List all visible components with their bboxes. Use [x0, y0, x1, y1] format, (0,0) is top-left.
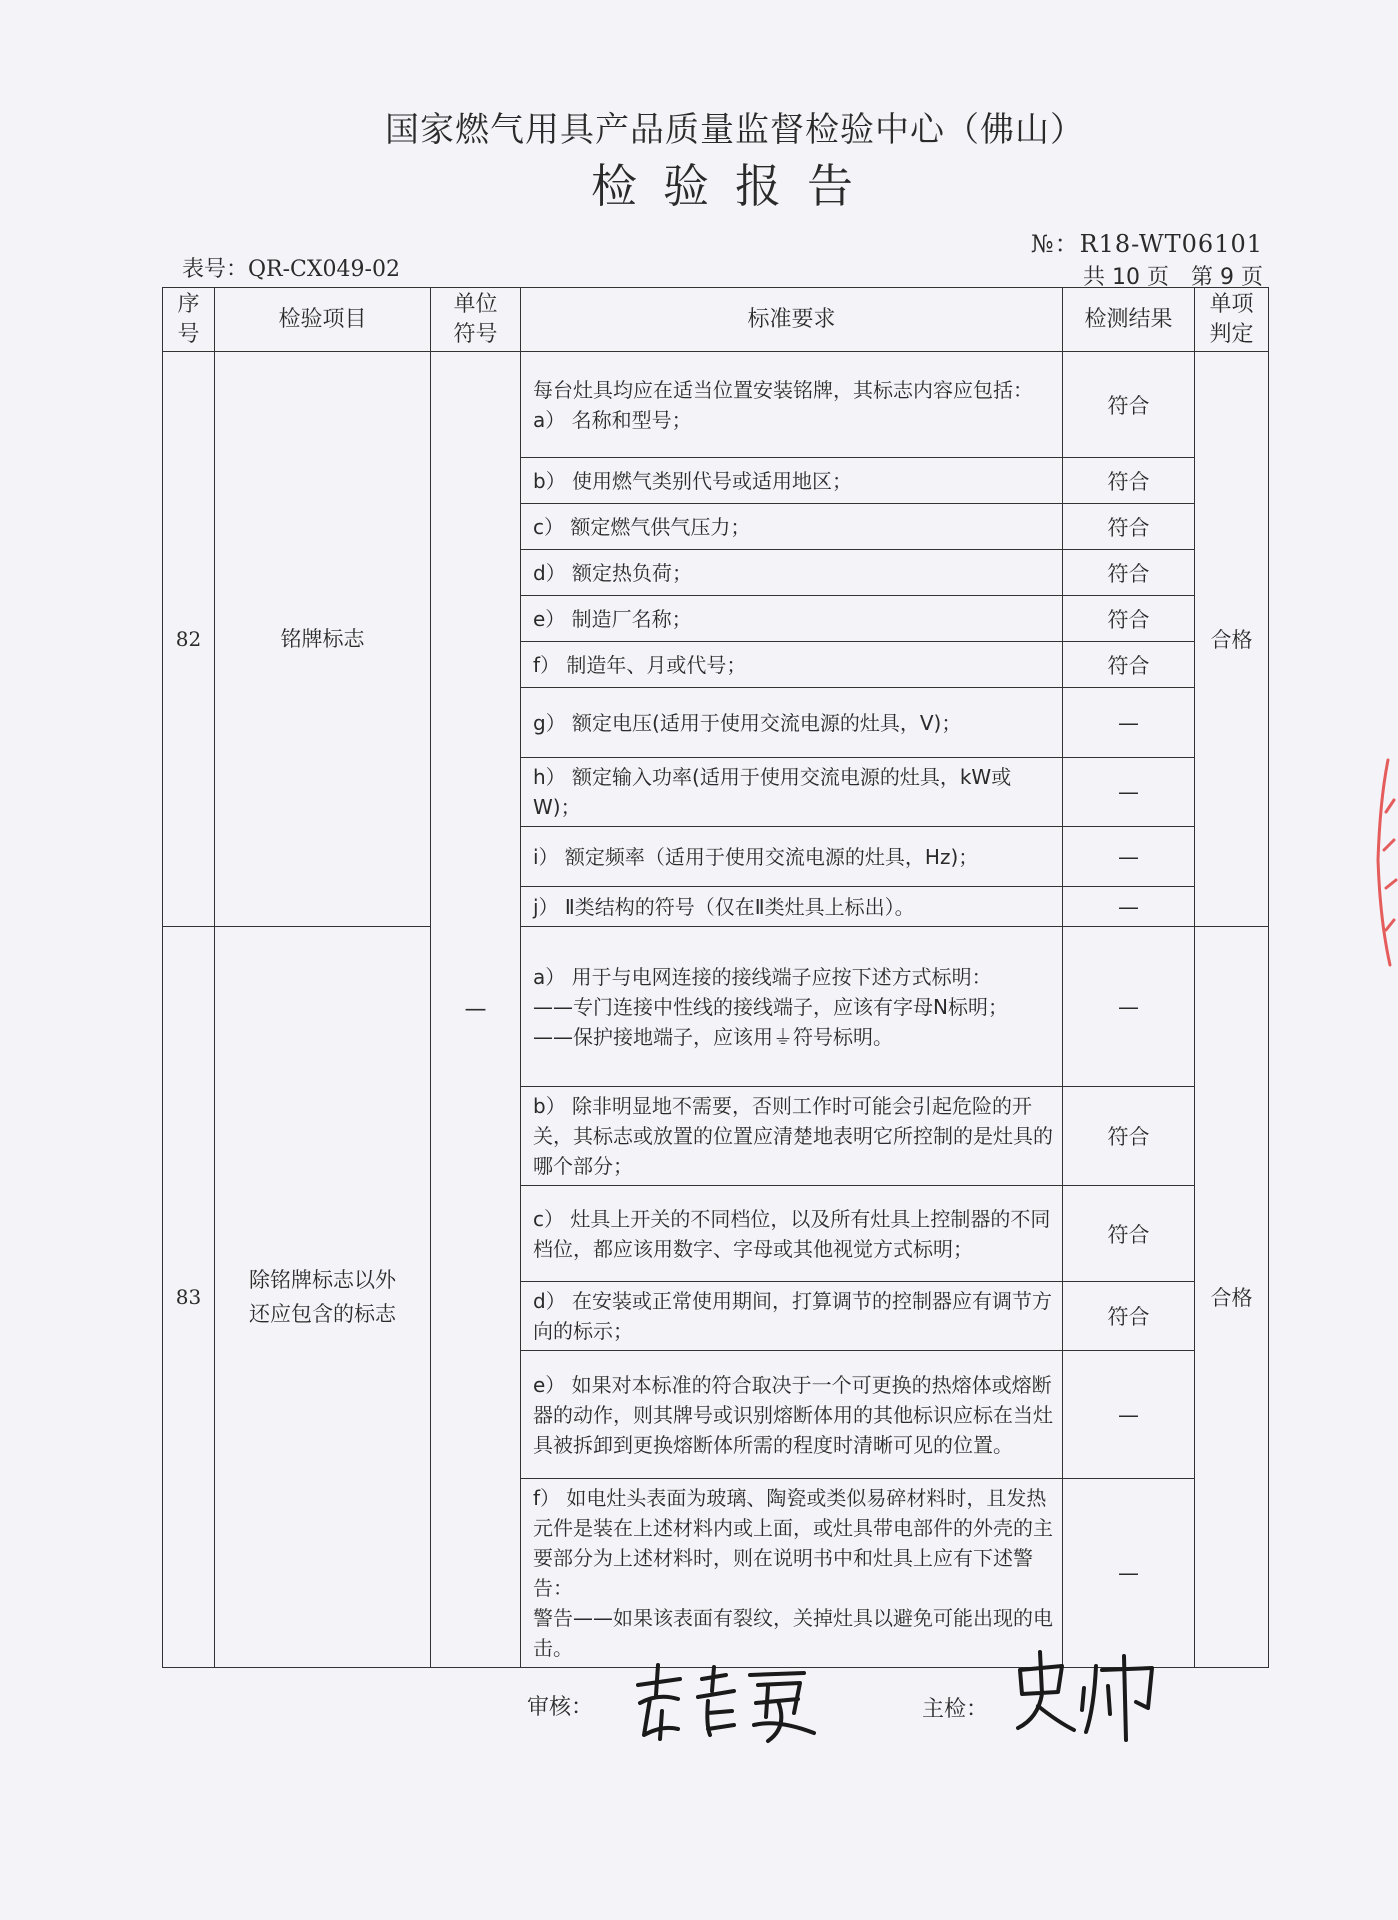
table-row: [163, 927, 1269, 1087]
test-result: 符合: [1063, 458, 1195, 504]
header-seq: 序号: [163, 288, 215, 352]
test-result: —: [1063, 758, 1195, 827]
item-name: 除铭牌标志以外还应包含的标志: [215, 927, 431, 1668]
requirement-text: b） 使用燃气类别代号或适用地区；: [521, 458, 1063, 504]
test-result: 符合: [1063, 1087, 1195, 1186]
review-label: 审核：: [527, 1695, 594, 1720]
item-judgment: 合格: [1195, 352, 1269, 927]
header-result: 检测结果: [1063, 288, 1195, 352]
requirement-text: g） 额定电压(适用于使用交流电源的灶具，V)；: [521, 688, 1063, 758]
document-title: 检验报告: [591, 159, 879, 213]
requirement-text: c） 额定燃气供气压力；: [521, 504, 1063, 550]
requirement-text: j） Ⅱ类结构的符号（仅在Ⅱ类灶具上标出）。: [521, 887, 1063, 927]
chief-label: 主检：: [922, 1697, 989, 1722]
item-seq: 83: [163, 927, 215, 1668]
report-number: №：R18-WT06101: [1030, 230, 1263, 258]
test-result: —: [1063, 1479, 1195, 1668]
test-result: 符合: [1063, 550, 1195, 596]
reviewer-signature: [618, 1655, 828, 1745]
item-seq: 82: [163, 352, 215, 927]
test-result: —: [1063, 927, 1195, 1087]
header-judgment: 单项判定: [1195, 288, 1269, 352]
requirement-text: e） 如果对本标准的符合取决于一个可更换的热熔体或熔断器的动作，则其牌号或识别熔断体用的其他标识应标在当灶具被拆卸到更换熔断体所需的程度时清晰可见的位置。: [521, 1351, 1063, 1479]
test-result: 符合: [1063, 1282, 1195, 1351]
table-row: [163, 352, 1269, 458]
unit-symbol: —: [431, 352, 521, 1668]
test-result: 符合: [1063, 1186, 1195, 1282]
requirement-text: i） 额定频率（适用于使用交流电源的灶具，Hz)；: [521, 827, 1063, 887]
test-result: 符合: [1063, 596, 1195, 642]
red-stamp-edge: [1358, 740, 1398, 980]
requirement-text: d） 额定热负荷；: [521, 550, 1063, 596]
header-requirement: 标准要求: [521, 288, 1063, 352]
test-result: —: [1063, 688, 1195, 758]
requirement-text: 每台灶具均应在适当位置安装铭牌，其标志内容应包括： a） 名称和型号；: [521, 352, 1063, 458]
test-result: 符合: [1063, 642, 1195, 688]
requirement-text: b） 除非明显地不需要，否则工作时可能会引起危险的开关，其标志或放置的位置应清楚地表明它所控制的是灶具的哪个部分；: [521, 1087, 1063, 1186]
header-item: 检验项目: [215, 288, 431, 352]
chief-inspector-signature: [1012, 1648, 1162, 1744]
test-result: 符合: [1063, 352, 1195, 458]
table-header-row: [163, 288, 1269, 352]
requirement-text: c） 灶具上开关的不同档位，以及所有灶具上控制器的不同档位，都应该用数字、字母或其他视觉方式标明；: [521, 1186, 1063, 1282]
requirement-text: e） 制造厂名称；: [521, 596, 1063, 642]
test-result: 符合: [1063, 504, 1195, 550]
inspection-table: [162, 287, 1269, 1668]
test-result: —: [1063, 887, 1195, 927]
test-result: —: [1063, 1351, 1195, 1479]
requirement-text: h） 额定输入功率(适用于使用交流电源的灶具，kW或W)；: [521, 758, 1063, 827]
organization-title: 国家燃气用具产品质量监督检验中心（佛山）: [385, 110, 1085, 150]
item-judgment: 合格: [1195, 927, 1269, 1668]
page-info: 共 10 页 第 9 页: [1083, 265, 1263, 290]
test-result: —: [1063, 827, 1195, 887]
header-unit: 单位符号: [431, 288, 521, 352]
requirement-text: f） 制造年、月或代号；: [521, 642, 1063, 688]
item-name: 铭牌标志: [215, 352, 431, 927]
requirement-text: f） 如电灶头表面为玻璃、陶瓷或类似易碎材料时，且发热元件是装在上述材料内或上面，或灶具带电部件的外壳的主要部分为上述材料时，则在说明书中和灶具上应有下述警告： 警告——如果该表面有裂纹，关掉灶具以避免可能出现的电击。: [521, 1479, 1063, 1668]
requirement-text: d） 在安装或正常使用期间，打算调节的控制器应有调节方向的标示；: [521, 1282, 1063, 1351]
form-number: 表号：QR-CX049-02: [182, 257, 400, 282]
requirement-text: a） 用于与电网连接的接线端子应按下述方式标明： ——专门连接中性线的接线端子，应该有字母N标明； ——保护接地端子，应该用⏚符号标明。: [521, 927, 1063, 1087]
